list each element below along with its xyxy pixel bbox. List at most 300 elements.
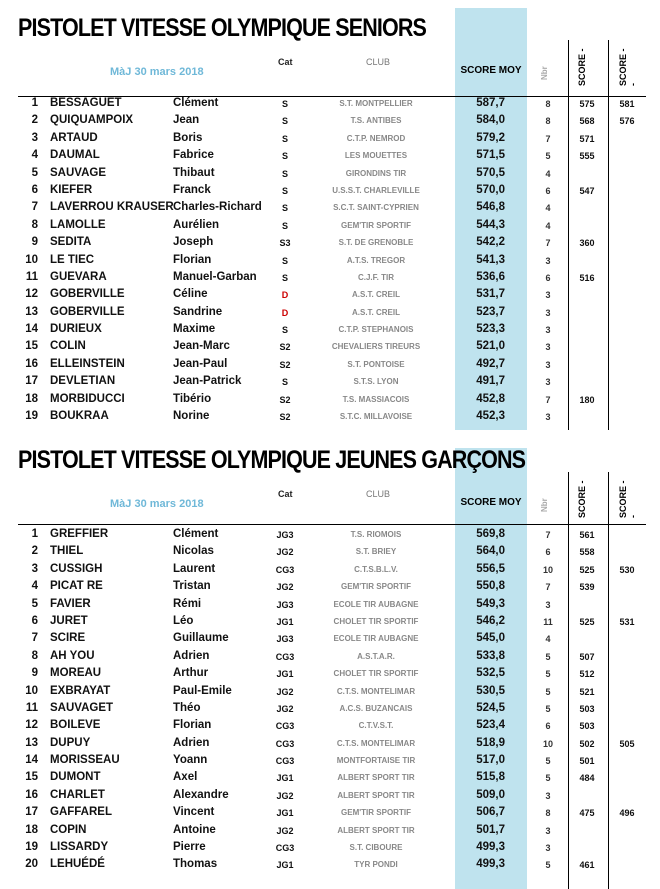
cell-last-name: SEDITA [50, 236, 92, 249]
cell-score-2: 505 [619, 738, 635, 749]
cell-club: TYR PONDI [354, 860, 398, 870]
cell-last-name: BOILEVE [50, 719, 101, 732]
header-club: CLUB [366, 57, 391, 67]
cell-score-moy: 530,5 [476, 684, 505, 697]
cell-first-name: Tibério [173, 392, 212, 405]
cell-nbr: 8 [545, 99, 551, 109]
cell-first-name: Jean [173, 114, 200, 127]
cell-score-2: 496 [619, 808, 635, 819]
table-row [0, 578, 660, 595]
cell-first-name: Fabrice [173, 149, 214, 162]
cell-last-name: DURIEUX [50, 323, 102, 336]
cell-first-name: Manuel-Garban [173, 270, 257, 283]
table-row [0, 613, 660, 630]
cell-category: S [281, 185, 288, 196]
table-row [0, 717, 660, 734]
cell-last-name: DUPUY [50, 736, 91, 749]
cell-club: S.T. BRIEY [355, 547, 397, 557]
cell-club: ECOLE TIR AUBAGNE [333, 634, 419, 644]
seniors-section [0, 0, 660, 430]
cell-score-1: 507 [579, 651, 595, 662]
cell-score-1: 568 [579, 116, 595, 127]
cell-last-name: GUEVARA [50, 270, 107, 283]
cell-category: JG2 [276, 790, 294, 801]
cell-score-moy: 579,2 [476, 131, 505, 144]
cell-first-name: Jean-Paul [173, 357, 228, 370]
cell-club: S.T. MONTPELLIER [339, 99, 413, 108]
cell-first-name: Franck [173, 183, 211, 196]
cell-club: T.S. RIOMOIS [350, 530, 402, 539]
cell-category: S [281, 99, 288, 109]
cell-club: S.T. CIBOURE [349, 843, 403, 853]
cell-first-name: Clément [173, 528, 219, 540]
cell-score-moy: 518,9 [476, 736, 505, 749]
cell-category: S [281, 168, 288, 179]
table-row [0, 804, 660, 821]
cell-rank: 15 [25, 340, 38, 353]
cell-score-moy: 499,3 [476, 858, 505, 871]
table-row [0, 543, 660, 560]
cell-score-moy: 509,0 [476, 788, 505, 801]
cell-first-name: Sandrine [173, 305, 223, 318]
cell-nbr: 3 [545, 290, 551, 301]
cell-rank: 3 [31, 131, 38, 144]
cell-score-moy: 533,8 [476, 649, 505, 662]
cell-club: U.S.S.T. CHARLEVILLE [332, 185, 420, 195]
cell-first-name: Florian [173, 719, 212, 732]
cell-nbr: 3 [545, 359, 551, 370]
cell-score-1: 571 [579, 133, 595, 144]
table-row [0, 839, 660, 856]
cell-last-name: GOBERVILLE [50, 288, 125, 301]
cell-category: S [281, 325, 288, 336]
cell-nbr: 3 [545, 342, 551, 353]
cell-rank: 9 [31, 236, 38, 249]
cell-rank: 15 [25, 771, 38, 784]
cell-score-moy: 532,5 [476, 667, 505, 680]
cell-first-name: Boris [173, 131, 203, 144]
table-row [0, 408, 660, 425]
cell-score-moy: 556,5 [476, 562, 505, 575]
cell-category: JG3 [276, 530, 294, 540]
cell-first-name: Aurélien [173, 218, 220, 231]
cell-rank: 1 [31, 528, 38, 540]
cell-category: D [281, 290, 289, 301]
cell-club: MONTFORTAISE TIR [336, 756, 416, 766]
cell-rank: 5 [31, 597, 38, 610]
cell-score-1: 512 [579, 669, 595, 680]
cell-nbr: 3 [545, 412, 551, 423]
cell-last-name: BESSAGUET [50, 97, 122, 109]
cell-score-moy: 545,0 [476, 632, 505, 645]
cell-club: GIRONDINS TIR [345, 168, 407, 178]
cell-club: S.T.C. MILLAVOISE [339, 412, 413, 422]
cell-score-1: 461 [579, 860, 595, 871]
cell-rank: 3 [31, 562, 38, 575]
cell-club: CHOLET TIR SPORTIF [333, 669, 419, 679]
cell-score-moy: 569,8 [476, 528, 505, 540]
cell-score-moy: 587,7 [476, 97, 505, 109]
cell-club: C.T.V.S.T. [358, 721, 394, 731]
cell-rank: 18 [25, 392, 38, 405]
header-rule [18, 524, 646, 525]
cell-first-name: Adrien [173, 649, 210, 662]
cell-category: S [281, 133, 288, 144]
table-row [0, 95, 660, 112]
cell-last-name: DAUMAL [50, 149, 100, 162]
cell-score-moy: 524,5 [476, 701, 505, 714]
cell-rank: 13 [25, 305, 38, 318]
cell-last-name: SAUVAGE [50, 166, 107, 179]
cell-first-name: Théo [173, 701, 201, 714]
cell-last-name: GREFFIER [50, 528, 109, 540]
cell-score-1: 503 [579, 703, 595, 714]
table-row [0, 269, 660, 286]
cell-club: A.T.S. TREGOR [346, 255, 406, 265]
cell-club: A.C.S. BUZANCAIS [339, 703, 413, 713]
cell-rank: 4 [31, 580, 38, 593]
cell-score-1: 555 [579, 151, 595, 162]
cell-category: CG3 [275, 721, 295, 732]
cell-first-name: Alexandre [173, 788, 229, 801]
cell-category: S [281, 116, 288, 127]
cell-score-2: 530 [619, 564, 635, 575]
cell-rank: 13 [25, 736, 38, 749]
cell-club: C.T.S. MONTELIMAR [336, 686, 416, 696]
cell-score-1: 484 [579, 773, 595, 784]
cell-rank: 17 [25, 806, 38, 819]
cell-category: CG3 [275, 564, 295, 575]
cell-category: JG1 [276, 860, 294, 871]
cell-category: JG2 [276, 582, 294, 593]
cell-last-name: SCIRE [50, 632, 86, 645]
cell-first-name: Pierre [173, 841, 206, 854]
cell-last-name: SAUVAGET [50, 701, 114, 714]
cell-rank: 5 [31, 166, 38, 179]
cell-nbr: 3 [545, 325, 551, 336]
cell-score-moy: 570,0 [476, 183, 505, 196]
table-row [0, 199, 660, 216]
cell-club: LES MOUETTES [344, 151, 408, 161]
table-row [0, 217, 660, 234]
cell-club: A.S.T. CREIL [351, 290, 400, 300]
cell-rank: 4 [31, 149, 38, 162]
cell-club: ALBERT SPORT TIR [337, 790, 415, 800]
cell-score-moy: 523,3 [476, 323, 505, 336]
cell-rank: 8 [31, 218, 38, 231]
table-row [0, 286, 660, 303]
cell-score-moy: 523,4 [476, 719, 505, 732]
cell-nbr: 7 [545, 582, 551, 593]
table-row [0, 526, 660, 543]
cell-category: JG2 [276, 825, 294, 836]
cell-rank: 6 [31, 183, 38, 196]
cell-score-moy: 531,7 [476, 288, 505, 301]
cell-score-moy: 506,7 [476, 806, 505, 819]
cell-nbr: 3 [545, 377, 551, 388]
cell-score-1: 558 [579, 547, 595, 558]
cell-rank: 12 [25, 288, 38, 301]
cell-nbr: 7 [545, 530, 551, 540]
cell-rank: 7 [31, 632, 38, 645]
cell-last-name: LEHUÉDÉ [50, 858, 105, 871]
cell-first-name: Guillaume [173, 632, 229, 645]
cell-score-moy: 546,2 [476, 614, 505, 627]
cell-first-name: Léo [173, 614, 194, 627]
cell-category: CG3 [275, 756, 295, 767]
cell-nbr: 5 [545, 669, 551, 680]
cell-score-2: 576 [619, 116, 635, 127]
cell-nbr: 3 [545, 255, 551, 266]
header-score-moy: SCORE MOY [460, 497, 522, 508]
table-row [0, 130, 660, 147]
cell-club: A.S.T.A.R. [357, 651, 395, 661]
cell-nbr: 6 [545, 185, 551, 196]
cell-first-name: Adrien [173, 736, 210, 749]
table-row [0, 648, 660, 665]
cell-nbr: 6 [545, 272, 551, 283]
table-row [0, 373, 660, 390]
cell-club: C.T.P. NEMROD [346, 133, 406, 143]
cell-rank: 17 [25, 375, 38, 388]
table-row [0, 787, 660, 804]
cell-club: GEM'TIR SPORTIF [341, 220, 411, 230]
cell-rank: 12 [25, 719, 38, 732]
page-title: PISTOLET VITESSE OLYMPIQUE JEUNES GARÇONS [18, 446, 526, 474]
table-row [0, 165, 660, 182]
cell-category: JG2 [276, 686, 294, 697]
cell-category: S [281, 151, 288, 162]
table-row [0, 822, 660, 839]
cell-first-name: Axel [173, 771, 198, 784]
cell-score-moy: 521,0 [476, 340, 505, 353]
cell-category: CG3 [275, 651, 295, 662]
table-row [0, 112, 660, 129]
header-score-moy: SCORE MOY [460, 65, 522, 76]
cell-nbr: 8 [545, 116, 551, 127]
cell-club: C.T.S. MONTELIMAR [336, 738, 416, 748]
cell-category: JG1 [276, 808, 294, 819]
cell-rank: 18 [25, 823, 38, 836]
cell-score-2: 581 [619, 99, 635, 109]
table-row [0, 147, 660, 164]
cell-first-name: Thibaut [173, 166, 215, 179]
cell-category: JG1 [276, 773, 294, 784]
cell-club: ECOLE TIR AUBAGNE [333, 599, 419, 609]
cell-score-moy: 546,8 [476, 201, 505, 214]
cell-score-moy: 584,0 [476, 114, 505, 127]
cell-nbr: 3 [545, 307, 551, 318]
cell-last-name: GOBERVILLE [50, 305, 125, 318]
cell-first-name: Vincent [173, 806, 215, 819]
cell-score-moy: 499,3 [476, 841, 505, 854]
cell-score-1: 360 [579, 238, 595, 249]
cell-last-name: LE TIEC [50, 253, 95, 266]
cell-nbr: 5 [545, 773, 551, 784]
cell-rank: 11 [25, 701, 38, 714]
table-row [0, 752, 660, 769]
cell-category: S [281, 220, 288, 231]
cell-category: S [281, 203, 288, 214]
cell-last-name: ARTAUD [50, 131, 98, 144]
table-row [0, 630, 660, 647]
header-cat: Cat [278, 57, 293, 67]
header-club: CLUB [366, 489, 391, 499]
cell-nbr: 7 [545, 133, 551, 144]
cell-nbr: 5 [545, 151, 551, 162]
header-cat: Cat [278, 489, 293, 499]
table-row [0, 683, 660, 700]
cell-nbr: 4 [545, 220, 551, 231]
cell-last-name: MORBIDUCCI [50, 392, 125, 405]
cell-score-moy: 452,8 [476, 392, 505, 405]
cell-rank: 19 [25, 410, 38, 423]
cell-last-name: COPIN [50, 823, 87, 836]
table-row [0, 182, 660, 199]
cell-score-moy: 491,7 [476, 375, 505, 388]
cell-category: CG3 [275, 843, 295, 854]
cell-category: JG1 [276, 669, 294, 680]
table-row [0, 561, 660, 578]
cell-rank: 2 [31, 114, 38, 127]
cell-first-name: Clément [173, 97, 219, 109]
header-score-2: SCORE - - [618, 48, 638, 86]
cell-nbr: 4 [545, 203, 551, 214]
cell-first-name: Paul-Emile [173, 684, 232, 697]
cell-first-name: Charles-Richard [173, 201, 262, 214]
cell-first-name: Nicolas [173, 545, 214, 558]
header-nbr: Nbr [540, 66, 549, 80]
cell-category: JG3 [276, 599, 294, 610]
cell-club: C.J.F. TIR [357, 272, 394, 282]
cell-category: S2 [279, 394, 291, 405]
table-row [0, 735, 660, 752]
cell-club: ALBERT SPORT TIR [337, 825, 415, 835]
header-score-1: SCORE - [577, 480, 587, 518]
cell-score-moy: 501,7 [476, 823, 505, 836]
cell-score-1: 503 [579, 721, 595, 732]
cell-club: C.T.P. STEPHANOIS [338, 325, 414, 335]
table-row [0, 769, 660, 786]
cell-last-name: PICAT RE [50, 580, 103, 593]
cell-last-name: JURET [50, 614, 88, 627]
cell-score-moy: 564,0 [476, 545, 505, 558]
cell-rank: 14 [25, 323, 38, 336]
cell-nbr: 4 [545, 634, 551, 645]
cell-score-1: 521 [579, 686, 595, 697]
cell-nbr: 3 [545, 790, 551, 801]
cell-category: S [281, 272, 288, 283]
cell-score-moy: 549,3 [476, 597, 505, 610]
cell-first-name: Arthur [173, 667, 209, 680]
cell-nbr: 3 [545, 825, 551, 836]
table-row [0, 391, 660, 408]
jeunes-table [0, 526, 660, 874]
table-row [0, 856, 660, 873]
seniors-table [0, 95, 660, 425]
cell-club: GEM'TIR SPORTIF [341, 808, 411, 818]
cell-last-name: KIEFER [50, 183, 93, 196]
cell-first-name: Jean-Patrick [173, 375, 242, 388]
cell-first-name: Joseph [173, 236, 214, 249]
cell-nbr: 8 [545, 808, 551, 819]
cell-category: S2 [279, 342, 291, 353]
cell-score-1: 561 [579, 530, 595, 540]
cell-score-1: 525 [579, 616, 595, 627]
table-row [0, 665, 660, 682]
header-score-1: SCORE - [577, 48, 587, 86]
cell-score-moy: 517,0 [476, 754, 505, 767]
cell-score-moy: 571,5 [476, 149, 505, 162]
cell-score-moy: 536,6 [476, 270, 505, 283]
table-row [0, 234, 660, 251]
cell-score-moy: 523,7 [476, 305, 505, 318]
cell-score-2: 531 [619, 616, 635, 627]
cell-first-name: Maxime [173, 323, 216, 336]
cell-score-1: 501 [579, 756, 595, 767]
cell-score-1: 525 [579, 564, 595, 575]
cell-rank: 6 [31, 614, 38, 627]
cell-club: S.T.S. LYON [353, 377, 399, 387]
cell-last-name: GAFFAREL [50, 806, 112, 819]
cell-last-name: CHARLET [50, 788, 105, 801]
cell-score-1: 180 [579, 394, 595, 405]
cell-nbr: 5 [545, 860, 551, 871]
cell-last-name: MORISSEAU [50, 754, 120, 767]
cell-first-name: Norine [173, 410, 210, 423]
cell-category: S3 [279, 238, 291, 249]
table-row [0, 700, 660, 717]
cell-club: S.T. PONTOISE [347, 359, 405, 369]
jeunes-section [0, 440, 660, 889]
cell-club: T.S. ANTIBES [350, 116, 402, 126]
cell-score-1: 516 [579, 272, 595, 283]
header-score-2: SCORE - - [618, 480, 638, 518]
cell-rank: 9 [31, 667, 38, 680]
table-row [0, 252, 660, 269]
cell-last-name: CUSSIGH [50, 562, 103, 575]
cell-first-name: Laurent [173, 562, 216, 575]
cell-score-1: 575 [579, 99, 595, 109]
cell-category: S2 [279, 412, 291, 423]
cell-last-name: LISSARDY [50, 841, 109, 854]
cell-rank: 11 [25, 270, 38, 283]
update-date: MàJ 30 mars 2018 [110, 498, 204, 510]
cell-nbr: 5 [545, 756, 551, 767]
cell-first-name: Tristan [173, 580, 211, 593]
cell-last-name: LAVERROU KRAUSER [50, 201, 174, 214]
cell-category: JG1 [276, 616, 294, 627]
cell-score-moy: 452,3 [476, 410, 505, 423]
cell-score-1: 539 [579, 582, 595, 593]
cell-nbr: 10 [542, 738, 553, 749]
cell-last-name: EXBRAYAT [50, 684, 111, 697]
cell-last-name: AH YOU [50, 649, 95, 662]
cell-last-name: BOUKRAA [50, 410, 109, 423]
cell-last-name: FAVIER [50, 597, 91, 610]
cell-first-name: Thomas [173, 858, 218, 871]
cell-category: D [281, 307, 289, 318]
cell-last-name: COLIN [50, 340, 86, 353]
cell-category: JG3 [276, 634, 294, 645]
cell-last-name: ELLEINSTEIN [50, 357, 125, 370]
cell-last-name: THIEL [50, 545, 84, 558]
cell-rank: 8 [31, 649, 38, 662]
cell-club: ALBERT SPORT TIR [337, 773, 415, 783]
cell-score-moy: 515,8 [476, 771, 505, 784]
cell-nbr: 4 [545, 168, 551, 179]
cell-nbr: 7 [545, 238, 551, 249]
